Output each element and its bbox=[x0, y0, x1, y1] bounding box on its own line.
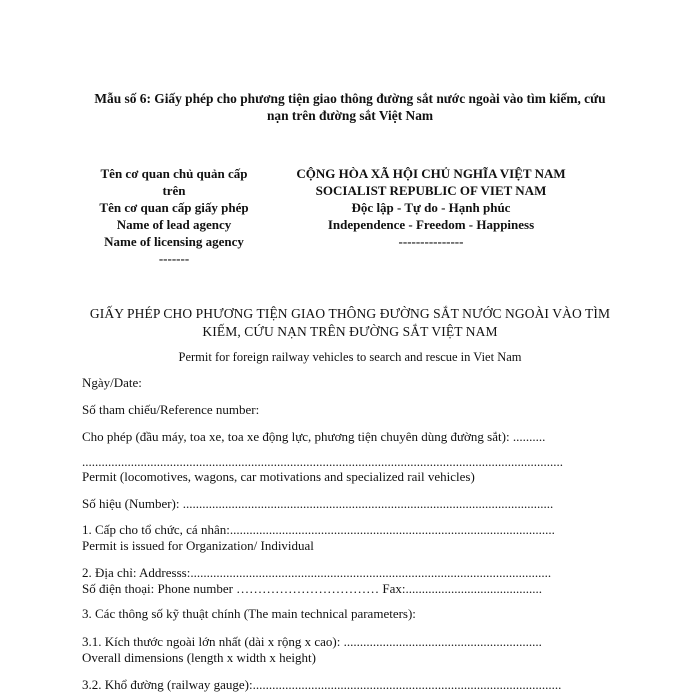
national-motto: Độc lập - Tự do - Hạnh phúc bbox=[351, 200, 511, 215]
national-header bbox=[286, 165, 576, 250]
dimensions-field: 3.1. Kích thước ngoài lớn nhất (dài x rộng x cao): ............................................................. bbox=[82, 634, 542, 649]
form-title bbox=[60, 90, 640, 124]
address-field: 2. Địa chỉ: Addresss:............................................................................................................... bbox=[82, 565, 552, 580]
date-field: Ngày/Date: bbox=[82, 375, 142, 390]
technical-parameters-heading: 3. Các thông số kỹ thuật chính (The main technical parameters): bbox=[82, 606, 416, 621]
permit-title-line-2: KIẾM, CỨU NẠN TRÊN ĐƯỜNG SẮT VIỆT NAM bbox=[202, 324, 498, 339]
phone-fax-field: Số điện thoại: Phone number …………………………… Fax:.......................................... bbox=[82, 581, 543, 596]
national-header-line: SOCIALIST REPUBLIC OF VIET NAM bbox=[315, 183, 547, 198]
gauge-field: 3.2. Khổ đường (railway gauge):............................................................................................... bbox=[82, 677, 562, 692]
agency-header-line: Name of lead agency bbox=[116, 217, 232, 232]
agency-header-line: Tên cơ quan cấp giấy phép bbox=[99, 200, 249, 215]
permit-vehicles-field: Cho phép (đầu máy, toa xe, toa xe động lực, phương tiện chuyên dùng đường sắt): .......... bbox=[82, 429, 546, 444]
national-header-line: CỘNG HÒA XÃ HỘI CHỦ NGHĨA VIỆT NAM bbox=[296, 166, 566, 181]
agency-header-line: Name of licensing agency bbox=[104, 234, 244, 249]
permit-title bbox=[80, 305, 620, 341]
form-title-line-1: Mẫu số 6: Giấy phép cho phương tiện giao thông đường sắt nước ngoài vào tìm kiếm, cứu bbox=[94, 91, 606, 106]
agency-header-divider: ------- bbox=[158, 251, 190, 266]
agency-header bbox=[76, 165, 272, 267]
dimensions-en: Overall dimensions (length x width x height) bbox=[82, 650, 316, 665]
issued-to-field: 1. Cấp cho tổ chức, cá nhân:.................................................................................................... bbox=[82, 522, 555, 537]
permit-title-line-1: GIẤY PHÉP CHO PHƯƠNG TIỆN GIAO THÔNG ĐƯỜNG SẮT NƯỚC NGOÀI VÀO TÌM bbox=[89, 306, 611, 321]
agency-header-line: trên bbox=[162, 183, 186, 198]
national-header-divider: --------------- bbox=[398, 234, 464, 249]
issued-to-en: Permit is issued for Organization/ Individual bbox=[82, 538, 314, 553]
agency-header-line: Tên cơ quan chủ quản cấp bbox=[100, 166, 248, 181]
national-motto-en: Independence - Freedom - Happiness bbox=[327, 217, 535, 232]
reference-field: Số tham chiếu/Reference number: bbox=[82, 402, 260, 417]
number-field: Số hiệu (Number): .................................................................................................................. bbox=[82, 496, 554, 511]
form-title-line-2: nạn trên đường sắt Việt Nam bbox=[266, 108, 434, 123]
permit-subtitle: Permit for foreign railway vehicles to search and rescue in Viet Nam bbox=[178, 350, 522, 364]
dotted-line: .................................................................................................................................................... bbox=[82, 454, 563, 469]
permit-vehicles-en: Permit (locomotives, wagons, car motivations and specialized rail vehicles) bbox=[82, 469, 475, 484]
